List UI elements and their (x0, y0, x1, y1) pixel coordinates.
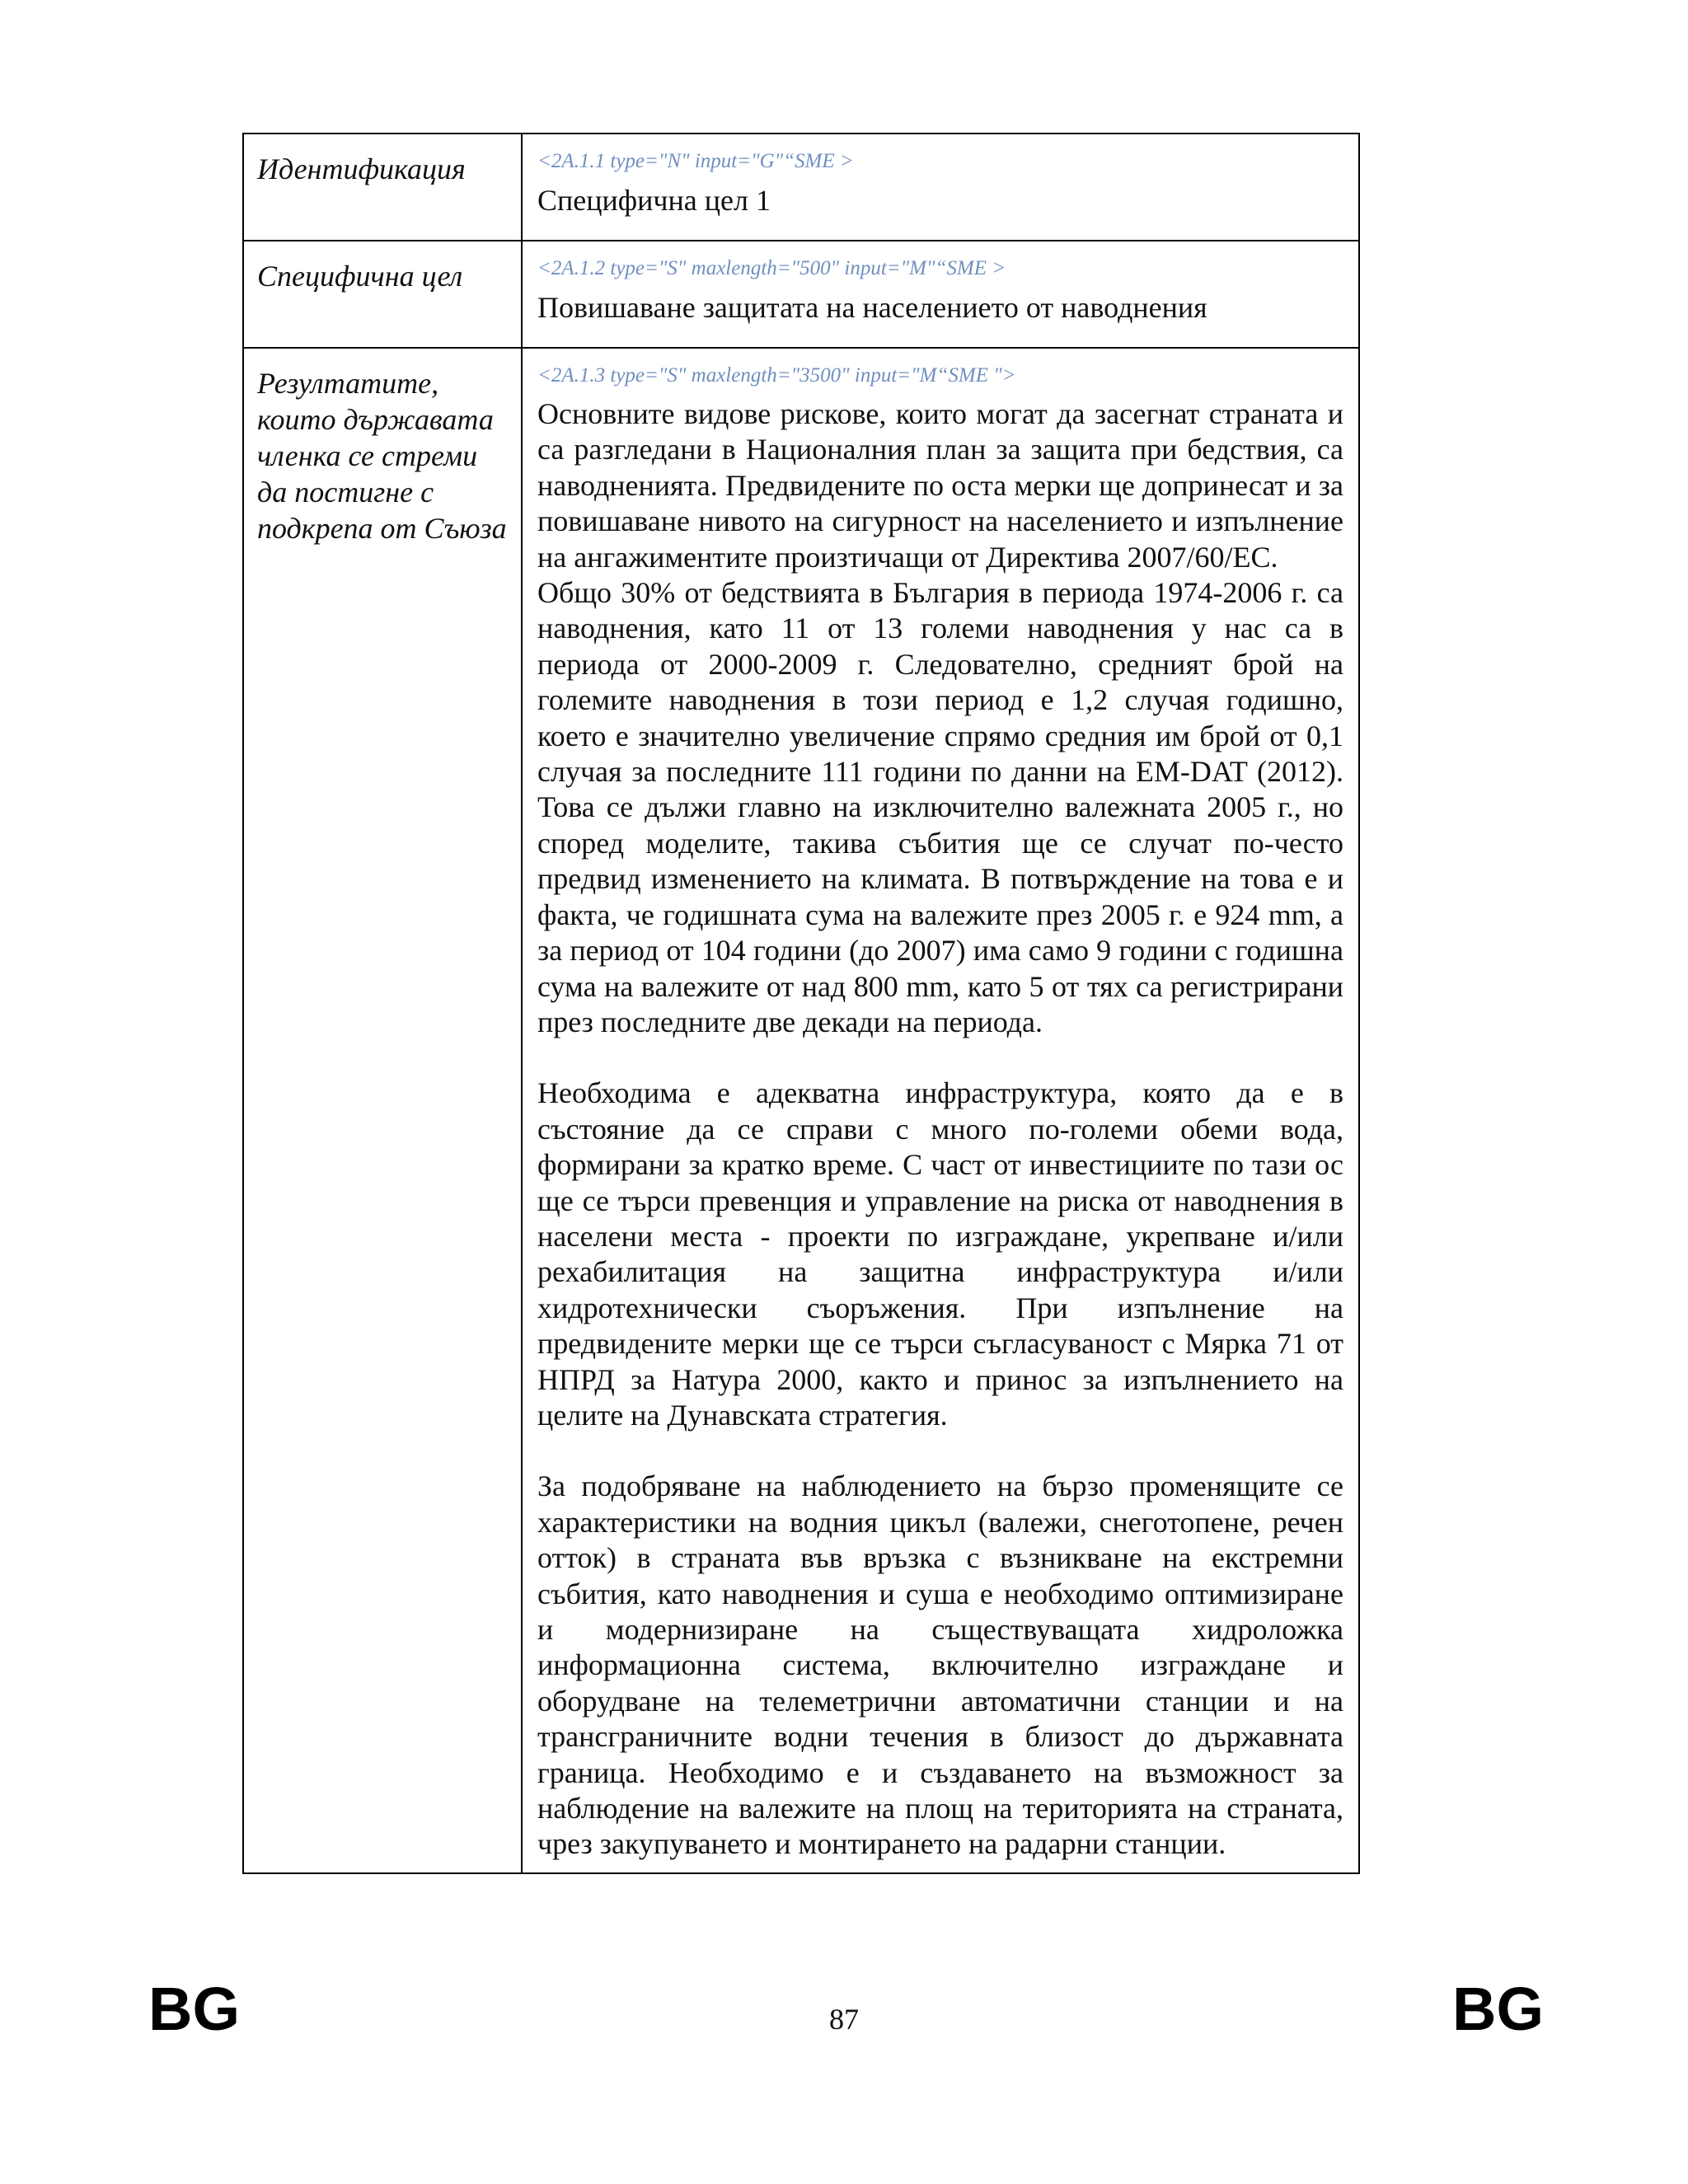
field-value: Специфична цел 1 (537, 184, 771, 217)
table-row-identification (243, 134, 1359, 241)
row-content (522, 348, 1359, 1873)
language-code-left: BG (148, 1975, 240, 2043)
field-tag: <2A.1.3 type="S" maxlength="3500" input="M“SME "> (537, 364, 1016, 387)
field-tag: <2A.1.2 type="S" maxlength="500" input="M"“SME > (537, 257, 1006, 279)
row-content (522, 134, 1359, 241)
results-paragraph: За подобряване на наблюдението на бързо променящите се характеристики на водния цикъл (валежи, снеготопене, речен отток) в страната във връзка с възникване на екстремни събития, като наводнения и суша е необходимо оптимизиране и модернизиране на съществуващата хидроложка информационна система, включително изграждане и оборудване на телеметрични автоматични станции и на трансграничните водни течения в близост до държавната граница. Необходимо е и създаването на възможност за наблюдение на валежите на площ на територията на страната, чрез закупуването и монтирането на радарни станции. (537, 1469, 1343, 1861)
results-paragraph: Основните видове рискове, които могат да засегнат страната и са разгледани в Националния план за защита при бедствия, са наводненията. Предвидените по оста мерки ще допринесат и за повишаване нивото на сигурност на населението и изпълнение на ангажиментите произтичащи от Директива 2007/60/ЕС. (537, 397, 1343, 574)
results-paragraph: Необходима е адекватна инфраструктура, която да е в състояние да се справи с много по-големи обеми вода, формирани за кратко време. С част от инвестициите по тази ос ще се търси превенция и управление на риска от наводнения в населени места - проекти по изграждане, укрепване и/или рехабилитация на защитна инфраструктура и/или хидротехнически съоръжения. При изпълнение на предвидените мерки ще се търси съгласуваност с Мярка 71 от НПРД за Натура 2000, както и принос за изпълнението на целите на Дунавската стратегия. (537, 1076, 1343, 1432)
row-content (522, 241, 1359, 348)
field-value: Повишаване защитата на населението от наводнения (537, 291, 1207, 324)
table-row-results (243, 348, 1359, 1873)
results-paragraph: Общо 30% от бедствията в България в периода 1974-2006 г. са наводнения, като 11 от 13 големи наводнения у нас са в периода от 2000-2009 г. Следователно, средният брой на големите наводнения в този период е 1,2 случая годишно, което е значително увеличение спрямо средния им брой от 0,1 случая за последните 111 години по данни на EM-DAT (2012). Това се дължи главно на изключително валежната 2005 г., но според моделите, такива събития ще се случат по-често предвид изменението на климата. В потвърждение на това е и факта, че годишната сума на валежите през 2005 г. е 924 mm, а за период от 104 години (до 2007) има само 9 години с годишна сума на валежите от над 800 mm, като 5 от тях са регистрирани през последните две декади на периода. (537, 576, 1343, 1038)
table-row-specific-objective (243, 241, 1359, 348)
row-label: Специфична цел (243, 241, 522, 348)
field-tag: <2A.1.1 type="N" input="G"“SME > (537, 150, 854, 172)
row-label: Идентификация (243, 134, 522, 241)
language-code-right: BG (1452, 1975, 1544, 2043)
page-number: 87 (829, 2003, 859, 2036)
document-table (242, 133, 1360, 1874)
row-label: Резултатите, които държавата членка се стреми да постигне с подкрепа от Съюза (243, 348, 522, 1873)
